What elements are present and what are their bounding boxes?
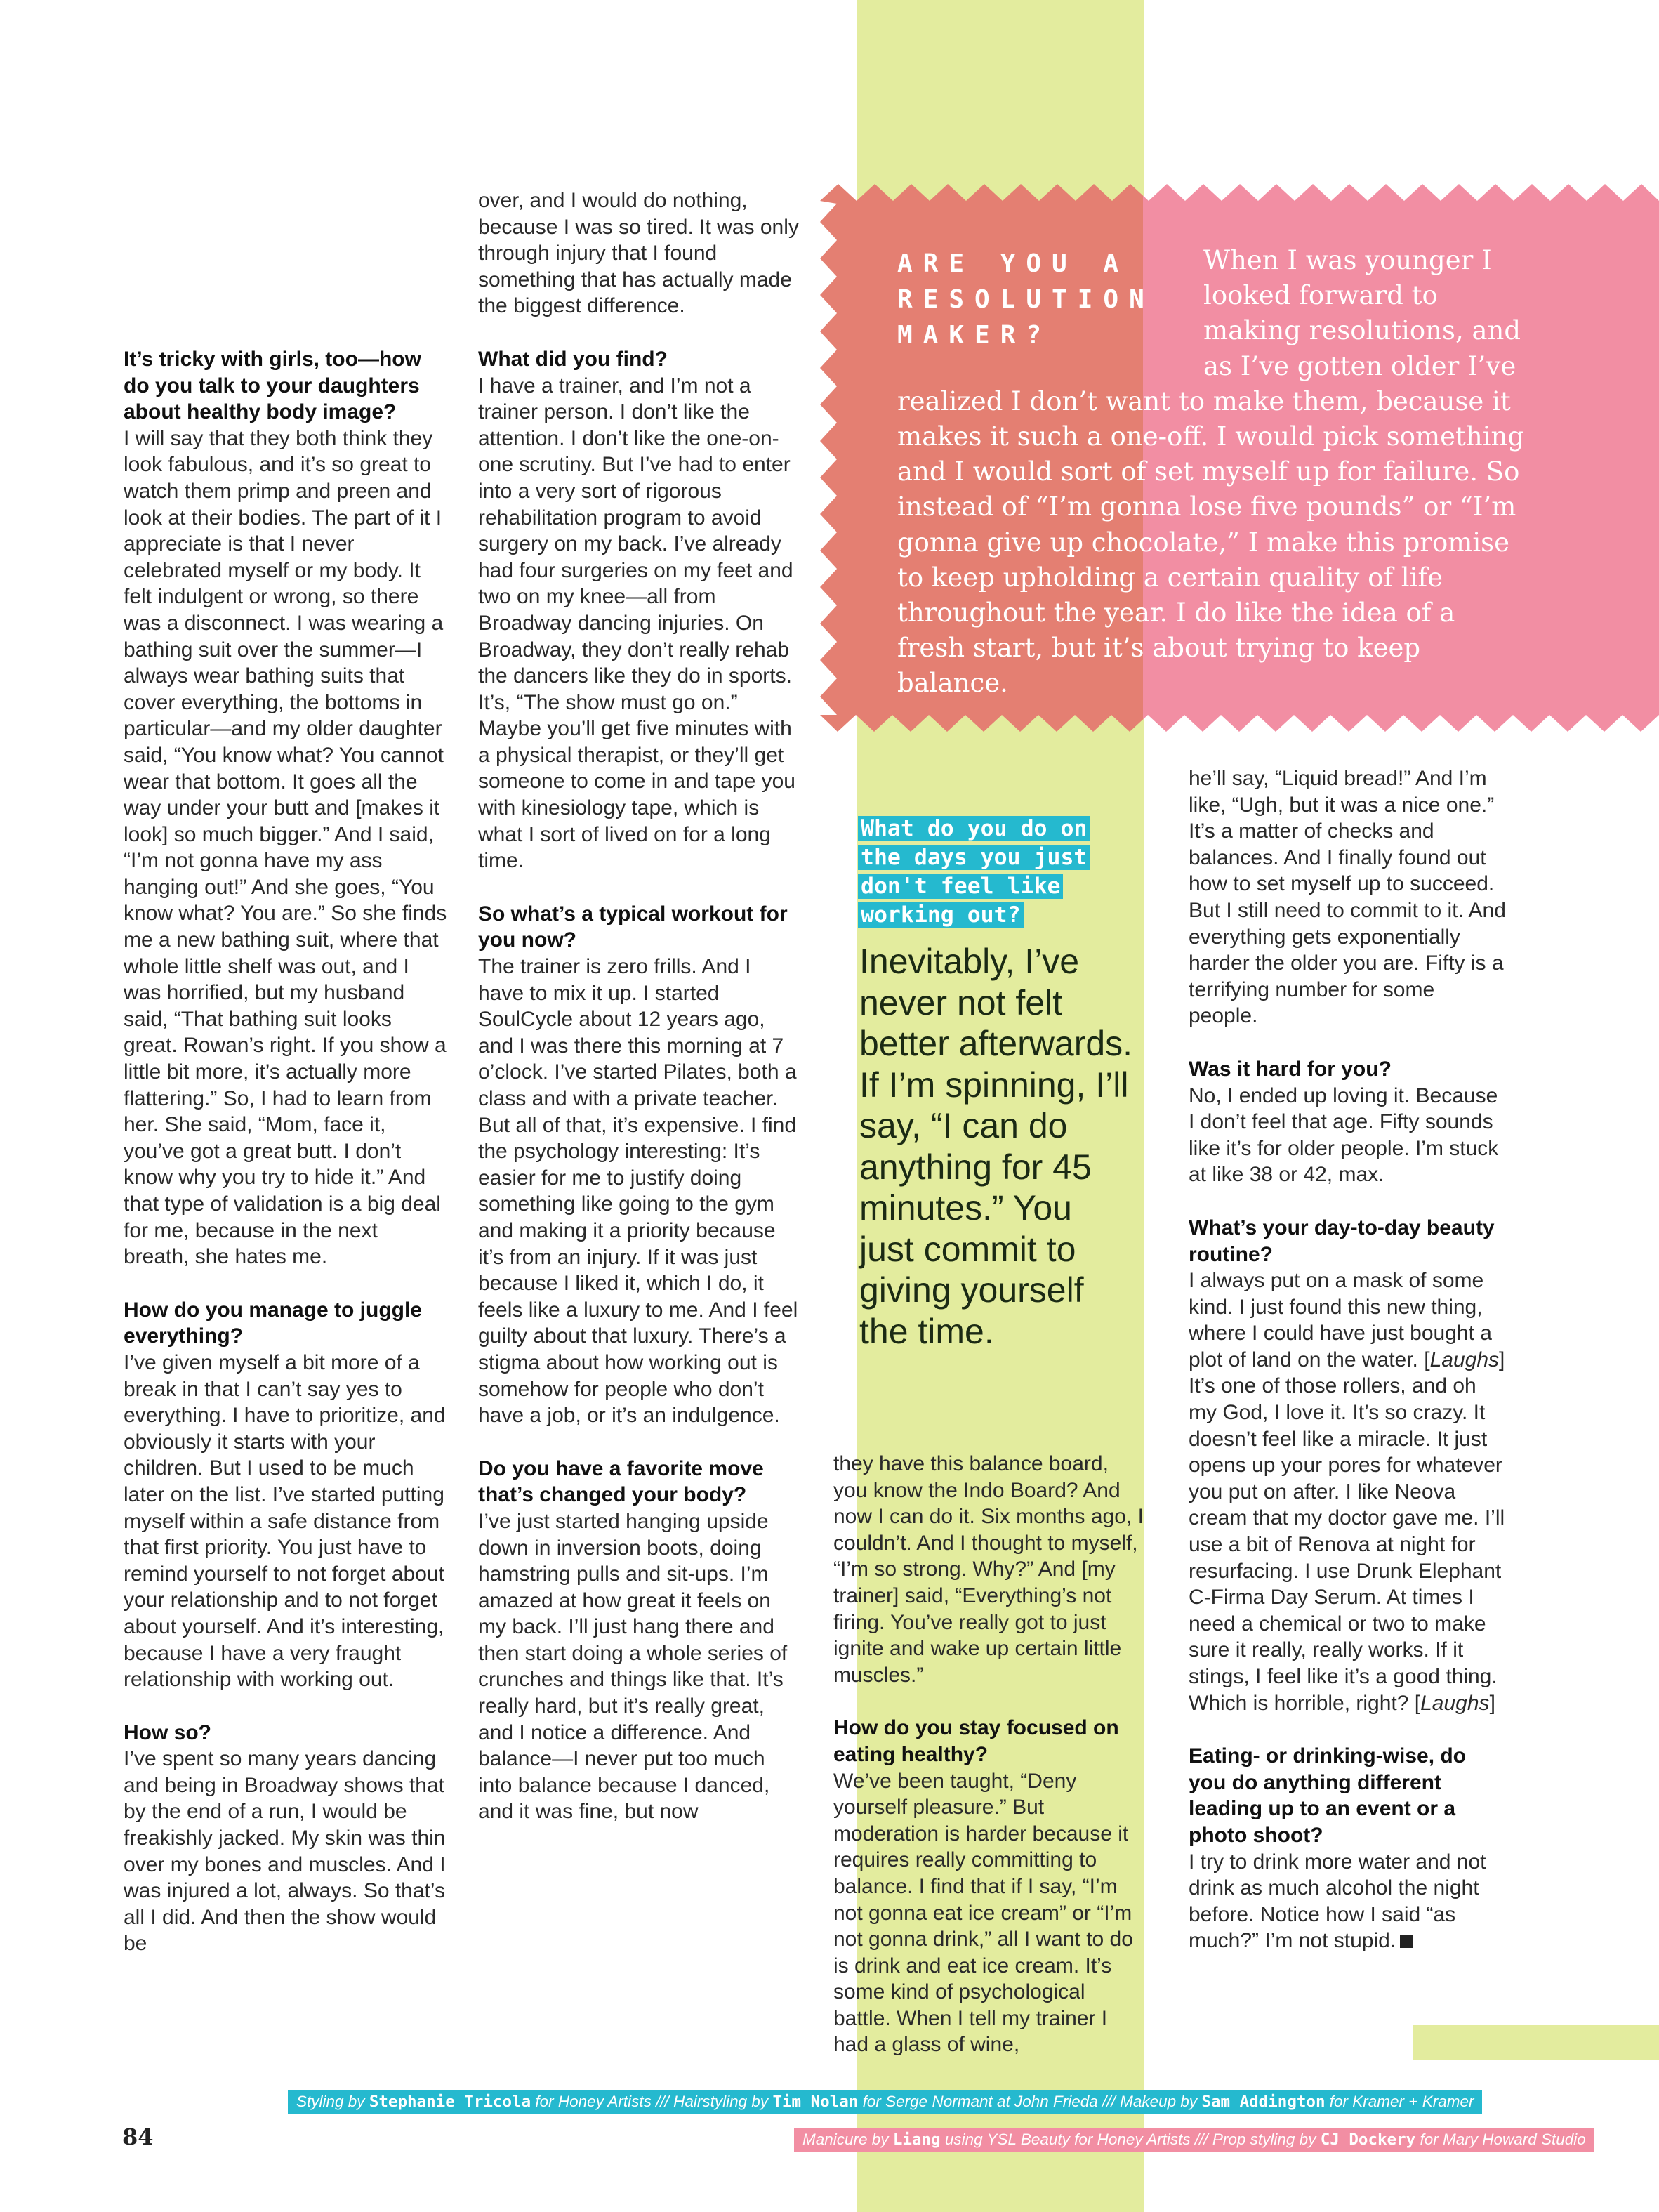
credits-line-1: Styling by Stephanie Tricola for Honey Artists /// Hairstyling by Tim Nolan for Serge Normant at John Frieda /// Makeup by Sam Addington for Kramer + Kramer [288, 2090, 1482, 2114]
paragraph: they have this balance board, you know the Indo Board? And now I can do it. Six months ago, I couldn’t. And I thought to myself, “I’m so strong. Why?” And [my trainer] said, “Everything’s not firing. You’ve really got to just ignite and wake up certain little muscles.” [833, 1452, 1144, 1687]
question: How do you manage to juggle everything? [124, 1298, 423, 1348]
paragraph: he’ll say, “Liquid bread!” And I’m like, “Ugh, but it was a nice one.” It’s a matter of checks and balances. And I finally found out how to set myself up to succeed. But I still need to commit to it. And everything gets exponentially harder the older you are. Fifty is a terrifying number for some people. [1189, 767, 1506, 1028]
column-1 [124, 346, 448, 1957]
answer: I’ve spent so many years dancing and being in Broadway shows that by the end of a run, I would be freakishly jacked. My skin was thin over my bones and muscles. And I was injured a lot, always. So that’s all I did. And then the show would be [124, 1747, 446, 1956]
answer: I try to drink more water and not drink as much alcohol the night before. Notice how I said “as much?” I’m not stupid. [1189, 1850, 1486, 1953]
question: How do you stay focused on eating healthy? [833, 1716, 1119, 1766]
sidebar-quote [897, 243, 1529, 702]
pullquote-answer: Inevitably, I’ve never not felt better afterwards. If I’m spinning, I’ll say, “I can do anything for 45 minutes.” You just commit to giving yourself the time. [859, 942, 1133, 1351]
question: Do you have a favorite move that’s changed your body? [478, 1456, 764, 1507]
column-2 [478, 187, 799, 1825]
question: How so? [124, 1720, 211, 1744]
end-mark-icon [1400, 1935, 1413, 1948]
question: So what’s a typical workout for you now? [478, 902, 788, 952]
page-number: 84 [122, 2124, 154, 2150]
answer: No, I ended up loving it. Because I don’t feel that age. Fifty sounds like it’s for older people. I’m stuck at like 38 or 42, max. [1189, 1084, 1499, 1187]
answer: The trainer is zero frills. And I have to mix it up. I started SoulCycle about 12 years ago, and I was there this morning at 7 o’clock. I’ve started Pilates, both a class and with a private teacher. But all of that, it’s expensive. I find the psychology interesting: It’s easier for me to justify doing something like going to the gym and making it a priority because it’s from an injury. If it was just because I liked it, which I do, it feels like a luxury to me. And I feel guilty about that luxury. There’s a stigma about how working out is somehow for people who don’t have a job, or it’s an indulgence. [478, 955, 798, 1428]
answer: I always put on a mask of some kind. I just found this new thing, where I could have just bought a plot of land on the water. [Laughs] It’s one of those rollers, and oh my God, I love it. It’s so crazy. It doesn’t feel like a miracle. It just opens up your pores for whatever you put on after. I like Neova cream that my doctor gave me. I’ll use a bit of Renova at night for resurfacing. I use Drunk Elephant C-Firma Day Serum. At times I need a chemical or two to make sure it really, really works. If it stings, I feel like it’s a good thing. Which is horrible, right? [Laughs] [1189, 1269, 1505, 1715]
answer: I will say that they both think they look fabulous, and it’s so great to watch them primp and preen and look at their bodies. The part of it I appreciate is that I never celebrated myself or my body. It felt indulgent or wrong, so there was a disconnect. I was wearing a bathing suit over the summer—I always wear bathing suits that cover everything, the bottoms in particular—and my older daughter said, “You know what? You cannot wear that bottom. It goes all the way under your butt and [makes it look] so much bigger.” And I said, “I’m not gonna have my ass hanging out!” And she goes, “You know what? You are.” So she finds me a new bathing suit, where that whole little shelf was out, and I was horrified, but my husband said, “That bathing suit looks great. Rowan’s right. If you show a little bit more, it’s actually more flattering.” So, I had to learn from her. She said, “Mom, face it, you’ve got a great butt. I don’t know why you try to hide it.” And that type of validation is a big deal for me, because in the next breath, she hates me. [124, 426, 447, 1269]
sidebar-title: ARE YOU A RESOLUTION MAKER? [897, 249, 1155, 350]
answer: I’ve just started hanging upside down in inversion boots, doing hamstring pulls and sit-ups. I’m amazed at how great it feels on my back. I’ll just hang there and then start doing a whole series of crunches and things like that. It’s really hard, but it’s really great, and I notice a difference. And balance—I never put too much into balance because I danced, and it was fine, but now [478, 1509, 788, 1824]
question: What’s your day-to-day beauty routine? [1189, 1216, 1495, 1266]
column-3 [833, 1451, 1146, 2058]
column-4 [1189, 765, 1509, 1954]
question: It’s tricky with girls, too—how do you talk to your daughters about healthy body image? [124, 348, 421, 424]
paragraph: over, and I would do nothing, because I was so tired. It was only through injury that I found something that has actually made the biggest difference. [478, 189, 799, 318]
credits-line-2: Manicure by Liang using YSL Beauty for Honey Artists /// Prop styling by CJ Dockery for Mary Howard Studio [794, 2128, 1594, 2152]
answer: I have a trainer, and I’m not a trainer person. I don’t like the attention. I don’t like the one-on-one scrutiny. But I’ve had to enter into a very sort of rigorous rehabilitation program to avoid surgery on my back. I’ve already had four surgeries on my feet and two on my knee—all from Broadway dancing injuries. On Broadway, they don’t really rehab the dancers like they do in sports. It’s, “The show must go on.” Maybe you’ll get five minutes with a physical therapist, or they’ll get someone to come in and tape you with kinesiology tape, which is what I sort of lived on for a long time. [478, 374, 795, 873]
green-accent-bar [1413, 2025, 1659, 2060]
question: Was it hard for you? [1189, 1057, 1392, 1081]
question: Eating- or drinking-wise, do you do anything different leading up to an event or a photo shoot? [1189, 1744, 1467, 1847]
pullquote-question: What do you do on the days you just don't feel like working out? [858, 815, 1111, 930]
answer: We’ve been taught, “Deny yourself pleasure.” But moderation is harder because it requires really committing to balance. I find that if I say, “I’m not gonna eat ice cream” or “I’m not gonna drink,” all I want to do is drink and eat ice cream. It’s some kind of psychological battle. When I tell my trainer I had a glass of wine, [833, 1769, 1133, 2057]
sidebar-text: When I was younger I looked forward to making resolutions, and as I’ve gotten older I’ve realized I don’t want to make them, because it makes it such a one-off. I would pick something and I would sort of set myself up for failure. So instead of “I’m gonna lose five pounds” or “I’m gonna give up chocolate,” I make this promise to keep upholding a certain quality of life throughout the year. I do like the idea of a fresh start, but it’s about trying to keep balance. [897, 245, 1525, 699]
question: What did you find? [478, 347, 668, 371]
answer: I’ve given myself a bit more of a break in that I can’t say yes to everything. I have to prioritize, and obviously it starts with your children. But I used to be much later on the list. I’ve started putting myself within a safe distance from that first priority. You just have to remind yourself to not forget about your relationship and to not forget about yourself. And it’s interesting, because I have a very fraught relationship with working out. [124, 1350, 446, 1692]
